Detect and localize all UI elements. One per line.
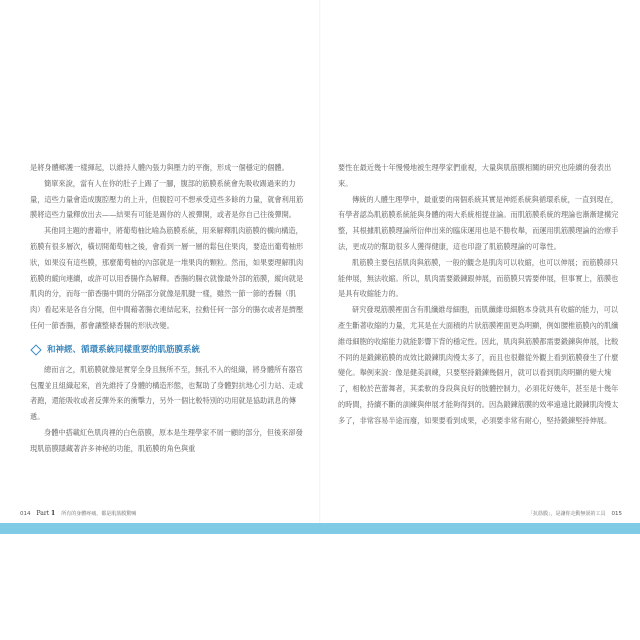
paragraph: 傳統的人體生理學中，最重要的兩個系統其實是神經系統與循環系統，一直到現在，有學者認為肌筋膜系統能與身體的兩大系統相提並論。而肌筋膜系統的理論也漸漸建構完整，其根據肌筋膜理論所衍伸出來的臨床運用也是不勝枚舉，而運用肌筋膜理論的治療手法，更成功的幫助很多人獲得健康，這也印證了肌筋膜理論的可靠性。 xyxy=(338,194,619,251)
diamond-bullet-icon xyxy=(30,344,41,355)
part-number: 1 xyxy=(51,510,56,517)
paragraph: 是將身體鄉護一樣揮起，以維持人體內張力與壓力的平衡，形成一個穩定的個體。 xyxy=(30,163,289,172)
right-footer xyxy=(528,510,622,517)
page-number: 015 xyxy=(611,510,622,517)
left-footer xyxy=(20,510,136,517)
paragraph: 簡單來說，當有人在你的肚子上踢了一腳，腹部的筋膜系統會先吸收踢過來的力量，這些力量會造成腹腔壓力的上升，但腹腔可不想承受這些多餘的力量，就會利用筋膜將這些力量釋放出去——結果有可能是踢你的人被彈開，或者是你自己往後彈開。 xyxy=(30,178,304,220)
part-word: Part xyxy=(36,510,50,517)
paragraph: 研究發現筋膜裡面含有肌纖維母細胞，而肌纖維母細胞本身就具有收縮的能力，可以產生斷著收縮的力量，尤其是在大面積的片狀筋膜裡面更為明顯，例如腰椎筋膜內的肌纖維母細胞的收縮能力就能影響下背的穩定性。因此，肌肉與筋膜都需要鍛鍊與伸展，比較不同的是鍛鍊筋膜的成效比鍛鍊肌肉慢太多了，而且也很難從外觀上看到筋膜發生了什麼變化。舉例來說：像是健美訓練，只要堅持鍛鍊幾個月，就可以看到肌肉明顯的變大塊了，相較於芭蕾舞者，其柔軟的身段與良好的肢體控制力，必須花好幾年，甚至是十幾年的時間，持續不斷的訓練與伸展才能夠得到的。因為鍛鍊筋膜的效率遠遠比鍛鍊肌肉慢太多了，非常容易半途而廢，如果要看到成果，必須要非常有耐心，堅持鍛鍊堅持伸展。 xyxy=(338,305,619,425)
paragraph: 肌筋膜主要包括肌肉與筋膜，一般的觀念是肌肉可以收縮，也可以伸展；而筋膜卻只能伸展，無法收縮。所以，肌肉需要鍛鍊跟伸展，而筋膜只需要伸展，但事實上，筋膜也是具有收縮能力的。 xyxy=(338,257,619,299)
right-page xyxy=(320,0,640,640)
section-heading xyxy=(30,342,306,358)
left-page-body xyxy=(30,160,306,457)
paragraph: 總而言之，肌筋膜就像是實穿全身且無所不至，無孔不入的組織，將身體所有器官包覆並且組織起來，首先維持了身體的構造形態，也幫助了身體對抗地心引力站、走或者跑，還能吸收或者反彈外來的衝擊力，另外一個比較特別的功用就是協助訊息的傳遞。 xyxy=(30,364,304,422)
paragraph: 身體中搭載紅色肌肉裡的白色筋膜，原本是生理學家不屑一顧的部分，但後來卻發現肌筋膜隱藏著許多神秘的功能，肌筋膜的角色與重 xyxy=(30,427,303,453)
paragraph: 要性在最近幾十年慢慢地被生理學家們重視，大量與肌筋膜相關的研究也陸續的發表出來。 xyxy=(338,163,612,188)
part-label xyxy=(37,510,56,517)
bottom-color-band xyxy=(0,523,640,534)
paragraph: 其他同主題的書籍中，將葡萄柚比喻為筋膜系統，用來解釋肌肉筋膜的構向構造，筋膜有很多層次，橫切開葡萄柚之後，會看到一層一層的鬆包住果肉，要造出葡萄柚形狀，如果沒有這些膜，那麼葡萄柚的內部就是一堆果肉的顆粒。然而，如果要理解肌肉筋膜的縱向連續，或許可以用香腸作為解釋。香腸的腸衣就像最外部的筋膜，縱向就是肌肉的分，而每一節香腸中間的分隔部分就像是肌腱一樣，雖然一節一節的香腸（肌肉）看起來是各自分開，但中間藉著腸衣連結起來，拉動任何一部分的腸衣或者是擠壓任何一節香腸，都會讓整條香腸的形狀改變。 xyxy=(30,226,304,330)
book-title: 「抗筋膜」，是讓你走動無誤的工具 xyxy=(527,511,606,517)
section-heading-text: 和神經、循環系統同樣重要的肌筋膜系統 xyxy=(47,344,201,355)
section-title: 所有的身體疼痛，都是肌筋膜驚喊 xyxy=(61,511,137,517)
page-number: 014 xyxy=(20,510,31,517)
right-page-body xyxy=(338,160,622,429)
